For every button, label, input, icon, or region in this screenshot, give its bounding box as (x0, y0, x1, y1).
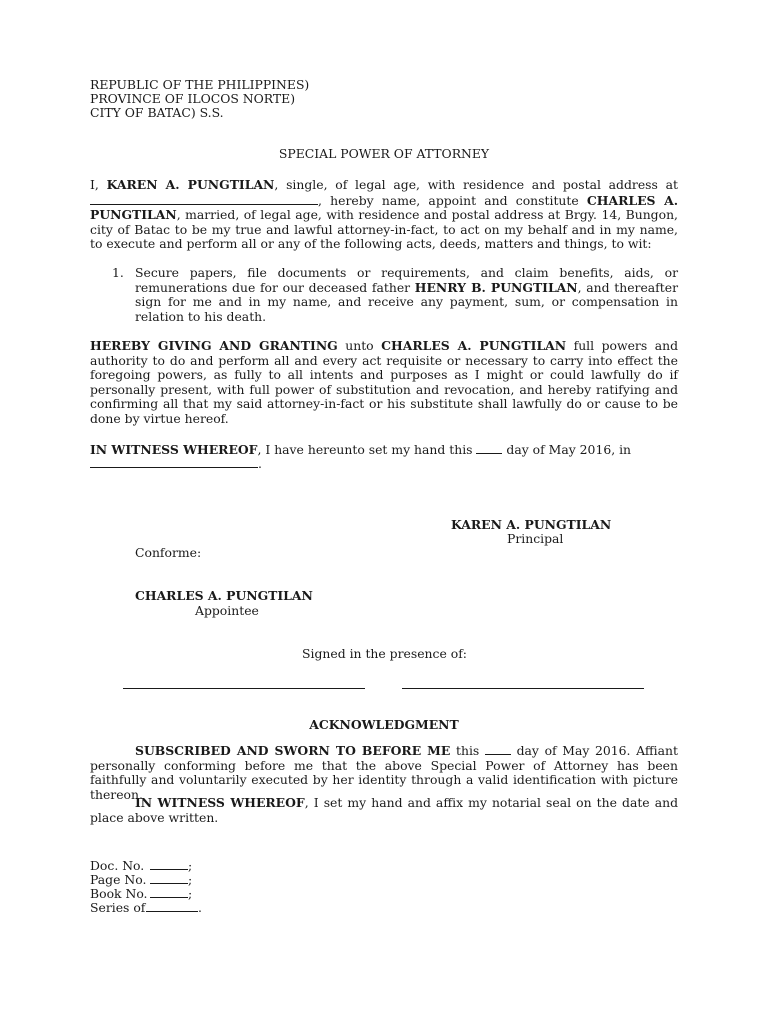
notary-series-blank (146, 900, 198, 912)
ack-witness-rest: , I set my hand and affix my notarial seal on the date and place above written. (90, 795, 679, 825)
list-text-1: Secure papers, file documents or requirements, and claim benefits, aids, or remunerations due for our deceased father (135, 265, 678, 295)
intro-i: I, (90, 177, 107, 192)
notary-page-semicolon: ; (188, 872, 193, 887)
notary-doc-label: Doc. No. (90, 858, 145, 873)
list-text-2: , and thereafter sign for me and in my name, and receive any payment, sum, or compensation in relation to his death. (135, 279, 679, 324)
father-name: HENRY B. PUNGTILAN (414, 279, 578, 295)
witness-end: . (258, 456, 262, 471)
conforme-label: Conforme: (135, 545, 202, 560)
notary-series-dot: . (198, 900, 202, 915)
ack-paragraph-2 (90, 796, 678, 825)
address-blank (90, 193, 318, 205)
witness-lead: IN WITNESS WHEREOF (90, 442, 258, 457)
notary-doc-blank (150, 858, 188, 870)
notary-page-blank (150, 872, 188, 884)
ack-paragraph-1 (90, 743, 678, 802)
granting-paragraph (90, 339, 678, 427)
notary-book-semicolon: ; (188, 886, 193, 901)
principal-name: KAREN A. PUNGTILAN (106, 177, 275, 192)
intro-paragraph (90, 178, 678, 252)
witness-text-1: , I have hereunto set my hand this (257, 442, 477, 457)
list-item (135, 266, 678, 324)
notary-series (90, 900, 202, 916)
notary-doc-semicolon: ; (188, 858, 193, 873)
granting-rest: full powers and authority to do and perform all and every act requisite or necessary to carry into effect the foregoing powers, as fully to all intents and purposes as I might or could lawfully do if personally present, with full power of substitution and revocation, and hereby ratifying and confirming all that my said attorney-in-fact or his substitute shall lawfully do or cause to be done by virtue hereof. (90, 338, 679, 426)
intro-text-2: , hereby name, appoint and constitute (318, 192, 587, 208)
witness-signature-line-2 (402, 688, 644, 689)
appointee-signature-name: CHARLES A. PUNGTILAN (135, 588, 313, 603)
witness-place-line (90, 456, 262, 472)
granting-lead: HEREBY GIVING AND GRANTING (90, 338, 338, 353)
intro-text-1: , single, of legal age, with residence and postal address at (274, 177, 678, 192)
granting-unto: unto (337, 338, 382, 353)
list-number: 1. (112, 265, 124, 280)
witness-place-blank (90, 456, 258, 468)
witness-text-2: day of May 2016, in (502, 442, 632, 457)
intro-text-3: , married, of legal age, with residence and postal address at Brgy. 14, Bungon, city of Batac to be my true and lawful attorney-in-fact, to act on my behalf and in my name, to execute and perform all or any of the following acts, deeds, matters and things, to wit: (90, 207, 678, 252)
granting-name: CHARLES A. PUNGTILAN (381, 338, 567, 353)
ack-title: ACKNOWLEDGMENT (309, 717, 459, 732)
witness-signature-line-1 (123, 688, 365, 689)
notary-book-blank (150, 886, 188, 898)
ack-day-blank (485, 743, 511, 755)
notary-book-label: Book No. (90, 886, 148, 901)
header-republic: REPUBLIC OF THE PHILIPPINES) (90, 77, 310, 92)
ack-text-1: this (450, 743, 485, 758)
presence-label: Signed in the presence of: (302, 646, 467, 661)
document-title: SPECIAL POWER OF ATTORNEY (278, 146, 490, 161)
ack-lead: SUBSCRIBED AND SWORN TO BEFORE ME (135, 743, 451, 758)
header-city: CITY OF BATAC) S.S. (90, 105, 224, 120)
witness-day-blank (476, 442, 502, 454)
principal-signature-name: KAREN A. PUNGTILAN (451, 517, 612, 532)
notary-series-label: Series of (90, 900, 146, 915)
appointee-signature-role: Appointee (195, 603, 259, 618)
appointee-name: CHARLES A. PUNGTILAN (90, 192, 679, 223)
principal-signature-role: Principal (507, 531, 564, 546)
header-province: PROVINCE OF ILOCOS NORTE) (90, 91, 296, 106)
ack-witness-lead: IN WITNESS WHEREOF (135, 795, 305, 810)
notary-page-label: Page No. (90, 872, 147, 887)
ack-text-2: day of May 2016. Affiant personally conforming before me that the above Special Power of Attorney has been faithfully and voluntarily executed by her identity through a valid identification with picture thereon. (90, 743, 678, 802)
